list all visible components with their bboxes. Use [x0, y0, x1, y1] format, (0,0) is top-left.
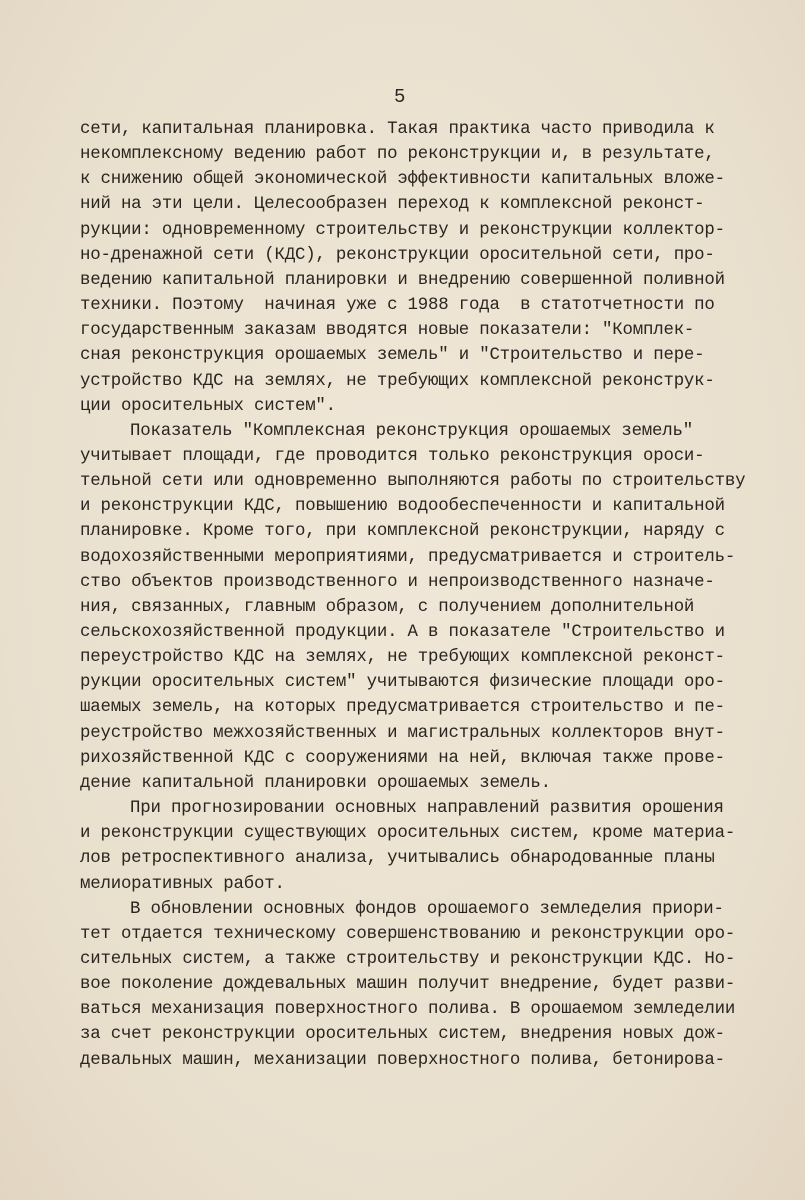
text-line: сельскохозяйственной продукции. А в показателе "Строительство и: [80, 623, 725, 642]
text-line: ции оросительных систем".: [80, 396, 336, 416]
text-line: техники. Поэтому начиная уже с 1988 года в статотчетности по: [80, 296, 715, 316]
text-line: и реконструкции существующих оросительных систем, кроме материа-: [80, 824, 736, 844]
text-line: В обновлении основных фондов орошаемого земледелия приори-: [130, 899, 724, 919]
text-line: дение капитальной планировки орошаемых земель.: [80, 773, 551, 793]
text-line: ство объектов производственного и непроизводственного назначе-: [80, 572, 715, 592]
text-line: ведению капитальной планировки и внедрению совершенной поливной: [80, 270, 725, 290]
text-line: государственным заказам вводятся новые показатели: "Комплек-: [80, 321, 695, 341]
text-line: При прогнозировании основных направлений развития орошения: [130, 799, 724, 819]
text-line: к снижению общей экономической эффективности капитальных вложе-: [80, 170, 725, 190]
text-line: тет отдается техническому совершенствованию и реконструкции оро-: [80, 924, 736, 944]
text-line: рихозяйственной КДС с сооружениями на ней, включая также прове-: [80, 748, 725, 768]
text-line: планировке. Кроме того, при комплексной реконструкции, наряду с: [80, 522, 725, 542]
text-line: ваться механизация поверхностного полива. В орошаемом земледелии: [80, 1000, 736, 1020]
text-line: и реконструкции КДС, повышению водообеспеченности и капитальной: [80, 497, 725, 517]
text-line: Показатель "Комплексная реконструкция орошаемых земель": [130, 421, 693, 441]
text-line: сная реконструкция орошаемых земель" и "Строительство и пере-: [80, 346, 705, 366]
text-line: водохозяйственными мероприятиями, предусматривается и строитель-: [80, 547, 736, 567]
text-line: рукции оросительных систем" учитываются физические площади оро-: [80, 673, 725, 693]
text-line: реустройство межхозяйственных и магистральных коллекторов внут-: [80, 723, 725, 743]
text-line: шаемых земель, на которых предусматривается строительство и пе-: [80, 698, 725, 718]
text-line: ний на эти цели. Целесообразен переход к комплексной реконст-: [80, 195, 705, 215]
text-line: девальных машин, механизации поверхностного полива, бетонирова-: [80, 1050, 725, 1070]
text-line: мелиоративных работ.: [80, 874, 285, 894]
page-number: 5: [394, 86, 406, 108]
text-line: переустройство КДС на землях, не требующих комплексной реконст-: [80, 648, 725, 668]
text-line: за счет реконструкции оросительных систем, внедрения новых дож-: [80, 1025, 725, 1045]
text-line: но-дренажной сети (КДС), реконструкции оросительной сети, про-: [80, 245, 715, 265]
text-line: сети, капитальная планировка. Такая практика часто приводила к: [80, 120, 715, 139]
text-line: тельной сети или одновременно выполняются работы по строительству: [80, 472, 746, 492]
text-line: лов ретроспективного анализа, учитывались обнародованные планы: [80, 849, 715, 869]
text-line: ния, связанных, главным образом, с получением дополнительной: [80, 597, 695, 617]
text-line: учитывает площади, где проводится только реконструкция ороси-: [80, 446, 705, 466]
text-line: рукции: одновременному строительству и реконструкции коллектор-: [80, 220, 725, 240]
text-line: некомплексному ведению работ по реконструкции и, в результате,: [80, 145, 715, 165]
text-line: сительных систем, а также строительству и реконструкции КДС. Но-: [80, 949, 736, 969]
text-line: вое поколение дождевальных машин получит внедрение, будет разви-: [80, 975, 736, 995]
text-line: устройство КДС на землях, не требующих комплексной реконструк-: [80, 371, 715, 391]
